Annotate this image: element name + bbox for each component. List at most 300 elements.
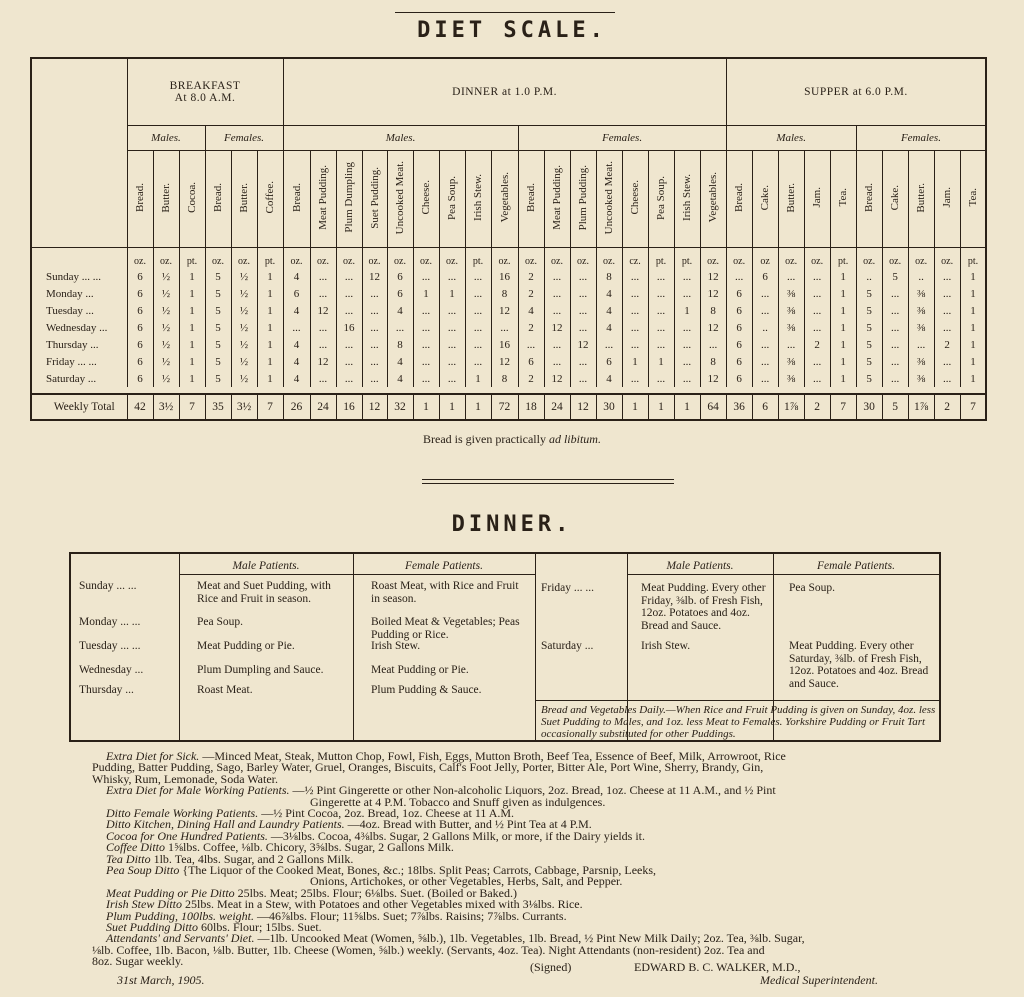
dinner-day: Thursday ...	[79, 684, 134, 696]
value-cell: ½	[231, 336, 257, 353]
value-cell: ...	[465, 268, 491, 285]
weekly-cell: 1	[674, 394, 700, 420]
value-cell: ⅜	[778, 285, 804, 302]
unit-cell: oz.	[439, 248, 465, 269]
day-name: Thursday ...	[31, 336, 127, 353]
value-cell: ...	[570, 285, 596, 302]
value-cell: 4	[387, 353, 413, 370]
value-cell: 5	[205, 336, 231, 353]
value-cell: 1	[830, 319, 856, 336]
female-dinner-item: Meat Pudding. Every other Saturday, ⅜lb. of Fresh Fish, 12oz. Potatoes and 4oz. Bread and Sauce.	[789, 640, 929, 690]
weekly-cell: 1	[439, 394, 465, 420]
weekly-cell: 1	[648, 394, 674, 420]
value-cell: ⅜	[908, 319, 934, 336]
unit-cell: pt.	[465, 248, 491, 269]
table-row	[31, 285, 986, 302]
weekly-cell: 32	[387, 394, 413, 420]
value-cell: ½	[231, 370, 257, 387]
value-cell: ½	[153, 319, 179, 336]
item-header: Cheese.	[629, 180, 642, 215]
diet-note: Tea Ditto 1lb. Tea, 4lbs. Sugar, and 2 Gallons Milk.	[106, 851, 354, 866]
dinner-day: Wednesday ...	[79, 664, 144, 676]
value-cell: ½	[153, 370, 179, 387]
item-header: Meat Pudding.	[551, 165, 564, 230]
unit-cell: oz.	[283, 248, 310, 269]
table-row	[31, 302, 986, 319]
value-cell: 6	[127, 370, 153, 387]
value-cell: 16	[491, 268, 518, 285]
unit-cell: pt.	[674, 248, 700, 269]
value-cell: 4	[283, 353, 310, 370]
item-header: Pea Soup.	[655, 175, 668, 220]
value-cell: ...	[700, 336, 726, 353]
value-cell: 1	[257, 370, 283, 387]
value-cell: ...	[439, 370, 465, 387]
value-cell: 5	[856, 285, 882, 302]
diet-note: 8oz. Sugar weekly.	[92, 954, 184, 969]
item-header: Cocoa.	[186, 182, 198, 213]
value-cell: ...	[934, 370, 960, 387]
male-dinner-item: Meat Pudding. Every other Friday, ⅜lb. of Fresh Fish, 12oz. Potatoes and 4oz. Bread and Sauce.	[641, 582, 766, 632]
value-cell: 1	[257, 268, 283, 285]
value-cell: 12	[700, 268, 726, 285]
value-cell: 6	[726, 336, 752, 353]
value-cell: 5	[856, 353, 882, 370]
day-name: Friday ... ...	[31, 353, 127, 370]
value-cell: ...	[439, 268, 465, 285]
value-cell: 6	[127, 268, 153, 285]
value-cell: ...	[934, 319, 960, 336]
item-header: Butter.	[785, 182, 798, 213]
value-cell: 5	[205, 285, 231, 302]
unit-cell: oz.	[882, 248, 908, 269]
value-cell: ...	[674, 319, 700, 336]
weekly-cell: 12	[570, 394, 596, 420]
value-cell: 4	[283, 336, 310, 353]
value-cell: 12	[491, 302, 518, 319]
value-cell: ...	[336, 302, 362, 319]
weekly-cell: 18	[518, 394, 544, 420]
signer-name: EDWARD B. C. WALKER, M.D.,	[634, 960, 801, 974]
value-cell: ...	[674, 336, 700, 353]
value-cell: ...	[752, 285, 778, 302]
item-header: Vegetables.	[498, 172, 511, 223]
unit-cell: oz.	[127, 248, 153, 269]
item-header: Bread.	[134, 182, 146, 212]
value-cell: ...	[413, 353, 439, 370]
value-cell: 4	[596, 319, 622, 336]
value-cell: 6	[127, 285, 153, 302]
value-cell: ...	[439, 353, 465, 370]
value-cell: ...	[362, 353, 387, 370]
value-cell: ½	[231, 353, 257, 370]
value-cell: ⅜	[908, 302, 934, 319]
item-header: Cake.	[759, 184, 772, 211]
male-dinner-item: Plum Dumpling and Sauce.	[197, 664, 324, 676]
value-cell: ...	[439, 319, 465, 336]
item-header: Tea.	[966, 188, 979, 207]
unit-cell: pt.	[179, 248, 205, 269]
value-cell: ...	[465, 353, 491, 370]
unit-cell: oz.	[934, 248, 960, 269]
unit-cell: oz.	[413, 248, 439, 269]
value-cell: ...	[570, 353, 596, 370]
value-cell: 4	[283, 268, 310, 285]
weekly-cell: 24	[544, 394, 570, 420]
weekly-cell: 72	[491, 394, 518, 420]
value-cell: ...	[465, 285, 491, 302]
value-cell: ...	[336, 268, 362, 285]
value-cell: ½	[153, 302, 179, 319]
value-cell: ½	[153, 285, 179, 302]
female-dinner-item: Plum Pudding & Sauce.	[371, 684, 482, 696]
value-cell: ...	[544, 353, 570, 370]
value-cell: 16	[336, 319, 362, 336]
unit-cell: oz.	[362, 248, 387, 269]
weekly-cell: 2	[804, 394, 830, 420]
value-cell: 2	[518, 268, 544, 285]
value-cell: ½	[153, 336, 179, 353]
male-dinner-item: Pea Soup.	[197, 616, 243, 628]
value-cell: 6	[752, 268, 778, 285]
dinner-day: Friday ... ...	[541, 582, 595, 594]
value-cell: 1	[179, 285, 205, 302]
value-cell: ..	[752, 319, 778, 336]
item-header: Irish Stew.	[681, 174, 694, 221]
value-cell: 4	[387, 370, 413, 387]
unit-cell: oz.	[336, 248, 362, 269]
unit-cell: oz.	[153, 248, 179, 269]
value-cell: 1	[830, 302, 856, 319]
value-cell: ...	[362, 336, 387, 353]
diet-note: ⅛lb. Coffee, 1lb. Bacon, ⅛lb. Butter, 1lb. Cheese (Women, ⅝lb.) weekly. (Servants, 4oz. Tea). Night Attendants (non-resident) 2oz. Tea and	[92, 942, 765, 957]
value-cell: 1	[257, 285, 283, 302]
day-name: Sunday ... ...	[31, 268, 127, 285]
value-cell: 5	[856, 302, 882, 319]
male-patients-head-right: Male Patients.	[666, 560, 734, 572]
value-cell: 12	[700, 319, 726, 336]
value-cell: 5	[205, 268, 231, 285]
value-cell: 1	[830, 370, 856, 387]
date: 31st March, 1905.	[117, 973, 205, 987]
signed-label: (Signed)	[530, 960, 572, 974]
item-header: Jam.	[811, 187, 824, 208]
value-cell: 1	[960, 268, 986, 285]
value-cell: ...	[413, 302, 439, 319]
value-cell: 5	[856, 370, 882, 387]
value-cell: ½	[231, 285, 257, 302]
value-cell: ...	[934, 268, 960, 285]
weekly-cell: 6	[752, 394, 778, 420]
value-cell: 1	[622, 353, 648, 370]
item-header: Cheese.	[420, 180, 433, 215]
value-cell: 12	[310, 353, 336, 370]
diet-note: Ditto Kitchen, Dining Hall and Laundry Patients. —4oz. Bread with Butter, and ½ Pint Tea at 4 P.M.	[106, 817, 592, 832]
value-cell: 6	[726, 319, 752, 336]
value-cell: 1	[179, 353, 205, 370]
female-dinner-item: Irish Stew.	[371, 640, 421, 652]
weekly-cell: 2	[934, 394, 960, 420]
sex-group: Females.	[205, 126, 283, 151]
value-cell: ...	[544, 336, 570, 353]
value-cell: ...	[622, 268, 648, 285]
value-cell: ...	[674, 268, 700, 285]
value-cell: ⅜	[778, 319, 804, 336]
item-header: Butter.	[238, 182, 250, 213]
value-cell: ...	[804, 370, 830, 387]
value-cell: ...	[882, 285, 908, 302]
value-cell: ...	[596, 336, 622, 353]
value-cell: ½	[231, 319, 257, 336]
value-cell: ...	[804, 319, 830, 336]
value-cell: 1	[257, 336, 283, 353]
value-cell: 1	[179, 268, 205, 285]
value-cell: ...	[934, 285, 960, 302]
unit-cell: oz.	[518, 248, 544, 269]
value-cell: 6	[596, 353, 622, 370]
value-cell: ...	[622, 319, 648, 336]
value-cell: ...	[882, 319, 908, 336]
page-title: DIET SCALE.	[417, 18, 607, 43]
weekly-cell: 1⅞	[908, 394, 934, 420]
title-rule	[395, 12, 615, 13]
value-cell: 1	[413, 285, 439, 302]
diet-note: Plum Pudding, 100lbs. weight. —46⅞lbs. Flour; 11⅝lbs. Suet; 7⅞lbs. Raisins; 7⅞lbs. Currants.	[106, 908, 567, 923]
value-cell: ...	[622, 336, 648, 353]
unit-cell: oz.	[908, 248, 934, 269]
item-header: Vegetables.	[707, 172, 720, 223]
unit-cell: oz.	[387, 248, 413, 269]
diet-note: Cocoa for One Hundred Patients. —3⅛lbs. Cocoa, 4⅜lbs. Sugar, 2 Gallons Milk, or more, if the Dairy yields it.	[106, 828, 646, 843]
value-cell: 1	[179, 370, 205, 387]
value-cell: 1	[179, 336, 205, 353]
female-dinner-item: Pea Soup.	[789, 582, 835, 594]
female-patients-head: Female Patients.	[405, 560, 483, 572]
value-cell: ..	[908, 268, 934, 285]
value-cell: ½	[153, 268, 179, 285]
male-dinner-item: Meat Pudding or Pie.	[197, 640, 295, 652]
weekly-cell: 36	[726, 394, 752, 420]
item-header: Bread.	[290, 182, 303, 212]
unit-cell: pt.	[960, 248, 986, 269]
value-cell: 1	[960, 370, 986, 387]
value-cell: ...	[518, 336, 544, 353]
value-cell: ...	[804, 285, 830, 302]
value-cell: 5	[205, 319, 231, 336]
diet-note: Extra Diet for Sick. —Minced Meat, Steak, Mutton Chop, Fowl, Fish, Eggs, Mutton Broth, Beef Tea, Essence of Beef, Milk, Arrowroot, Rice	[106, 749, 786, 763]
value-cell: 16	[491, 336, 518, 353]
weekly-cell: 7	[179, 394, 205, 420]
value-cell: ...	[465, 302, 491, 319]
male-dinner-item: Meat and Suet Pudding, with Rice and Fruit in season.	[197, 580, 331, 605]
unit-cell: oz.	[205, 248, 231, 269]
item-header: Plum Pudding.	[577, 164, 590, 231]
section-divider-2	[422, 483, 674, 484]
weekly-cell: 7	[257, 394, 283, 420]
value-cell: ...	[882, 370, 908, 387]
value-cell: ⅜	[908, 370, 934, 387]
value-cell: ...	[491, 319, 518, 336]
value-cell: 6	[726, 353, 752, 370]
value-cell: ½	[231, 268, 257, 285]
value-cell: 5	[205, 353, 231, 370]
dinner-title: DINNER.	[451, 512, 573, 537]
item-header: Bread.	[733, 182, 746, 212]
value-cell: ...	[283, 319, 310, 336]
weekly-cell: 24	[310, 394, 336, 420]
value-cell: 5	[856, 336, 882, 353]
diet-note: Pea Soup Ditto {The Liquor of the Cooked Meat, Bones, &c.; 18lbs. Split Peas; Carrots, Cabbage, Parsnip, Leeks,	[106, 863, 657, 877]
diet-note: Onions, Artichokes, or other Vegetables, Herbs, Salt, and Pepper.	[310, 874, 623, 889]
value-cell: 5	[205, 370, 231, 387]
item-header: Bread.	[525, 182, 538, 212]
value-cell: ...	[362, 285, 387, 302]
item-header: Coffee.	[264, 181, 277, 214]
value-cell: ...	[336, 353, 362, 370]
day-name: Saturday ...	[31, 370, 127, 387]
item-header: Meat Pudding.	[317, 165, 330, 230]
value-cell: ...	[648, 285, 674, 302]
day-name: Tuesday ...	[31, 302, 127, 319]
value-cell: 1	[257, 353, 283, 370]
dinner-footnote: Bread and Vegetables Daily.—When Rice and Fruit Pudding is given on Sunday, 4oz. less Suet Pudding to Males, and 1oz. less Meat to Females. Yorkshire Pudding or Fruit Tart occasionally substituted for other Puddings.	[541, 704, 936, 740]
value-cell: ...	[310, 336, 336, 353]
value-cell: ...	[778, 336, 804, 353]
weekly-cell: 3½	[231, 394, 257, 420]
item-header: Tea.	[837, 188, 850, 207]
item-header: Irish Stew.	[472, 174, 485, 221]
weekly-cell: 64	[700, 394, 726, 420]
diet-note: Suet Pudding Ditto 60lbs. Flour; 15lbs. Suet.	[106, 920, 322, 934]
weekly-cell: 1	[465, 394, 491, 420]
value-cell: 1	[960, 319, 986, 336]
value-cell: ...	[413, 370, 439, 387]
table-row	[31, 268, 986, 285]
value-cell: 4	[596, 302, 622, 319]
value-cell: 1	[674, 302, 700, 319]
table-row	[31, 353, 986, 370]
value-cell: ...	[310, 370, 336, 387]
value-cell: 6	[726, 302, 752, 319]
item-header: Plum Dumpling	[343, 162, 356, 233]
value-cell: ...	[310, 268, 336, 285]
value-cell: ...	[439, 336, 465, 353]
value-cell: 2	[518, 370, 544, 387]
value-cell: ...	[465, 336, 491, 353]
value-cell: 4	[596, 370, 622, 387]
weekly-total-label: Weekly Total	[31, 394, 127, 420]
unit-cell: oz.	[596, 248, 622, 269]
value-cell: 4	[596, 285, 622, 302]
value-cell: ⅜	[778, 302, 804, 319]
female-patients-head-right: Female Patients.	[817, 560, 895, 572]
dinner-day: Saturday ...	[541, 640, 594, 652]
item-header: Cake.	[889, 184, 902, 211]
value-cell: ...	[413, 319, 439, 336]
unit-cell: pt.	[257, 248, 283, 269]
male-dinner-item: Roast Meat.	[197, 684, 253, 696]
sex-group: Females.	[518, 126, 726, 151]
dinner-box	[69, 552, 941, 742]
unit-cell: oz.	[491, 248, 518, 269]
weekly-cell: 42	[127, 394, 153, 420]
value-cell: ...	[362, 370, 387, 387]
value-cell: ...	[648, 370, 674, 387]
value-cell: ...	[570, 268, 596, 285]
value-cell: ...	[882, 336, 908, 353]
dinner-day: Tuesday ... ...	[79, 640, 141, 652]
value-cell: ...	[804, 353, 830, 370]
value-cell: ...	[362, 302, 387, 319]
value-cell: 12	[362, 268, 387, 285]
value-cell: ...	[648, 319, 674, 336]
unit-cell: pt.	[830, 248, 856, 269]
value-cell: ...	[674, 285, 700, 302]
value-cell: ...	[752, 336, 778, 353]
sex-group: Males.	[283, 126, 518, 151]
supper-head: SUPPER at 6.0 P.M.	[726, 58, 986, 126]
value-cell: 6	[127, 302, 153, 319]
value-cell: ...	[336, 285, 362, 302]
value-cell: ...	[752, 370, 778, 387]
value-cell: 5	[856, 319, 882, 336]
value-cell: ...	[804, 302, 830, 319]
value-cell: 2	[804, 336, 830, 353]
weekly-cell: 7	[960, 394, 986, 420]
item-header: Butter.	[160, 182, 172, 213]
value-cell: 1	[830, 285, 856, 302]
male-patients-head: Male Patients.	[232, 560, 300, 572]
weekly-cell: 1	[622, 394, 648, 420]
diet-scale-table	[30, 57, 987, 421]
weekly-cell: 12	[362, 394, 387, 420]
unit-cell: oz.	[544, 248, 570, 269]
value-cell: 6	[726, 370, 752, 387]
value-cell: 8	[491, 285, 518, 302]
value-cell: ...	[570, 370, 596, 387]
value-cell: ⅜	[778, 353, 804, 370]
weekly-cell: 1	[413, 394, 439, 420]
weekly-cell: 5	[882, 394, 908, 420]
value-cell: 6	[127, 353, 153, 370]
value-cell: ...	[648, 302, 674, 319]
value-cell: ...	[465, 319, 491, 336]
value-cell: ½	[231, 302, 257, 319]
value-cell: ...	[674, 353, 700, 370]
value-cell: 1	[439, 285, 465, 302]
weekly-cell: 7	[830, 394, 856, 420]
diet-note: Ditto Female Working Patients. —½ Pint Cocoa, 2oz. Bread, 1oz. Cheese at 11 A.M.	[106, 806, 515, 820]
value-cell: ...	[674, 370, 700, 387]
dinner-day: Monday ... ...	[79, 616, 141, 628]
weekly-cell: 35	[205, 394, 231, 420]
value-cell: ...	[934, 353, 960, 370]
value-cell: ...	[336, 370, 362, 387]
female-dinner-item: Roast Meat, with Rice and Fruit in season.	[371, 580, 519, 605]
bread-note: Bread is given practically ad libitum.	[423, 432, 601, 446]
value-cell: 6	[387, 268, 413, 285]
value-cell: 4	[387, 302, 413, 319]
value-cell: ...	[570, 302, 596, 319]
signer-title: Medical Superintendent.	[760, 973, 878, 987]
value-cell: 8	[700, 353, 726, 370]
diet-note: Gingerette at 4 P.M. Tobacco and Snuff given as indulgences.	[310, 794, 606, 809]
value-cell: ...	[778, 268, 804, 285]
dinner-day: Sunday ... ...	[79, 580, 137, 592]
value-cell: 12	[700, 285, 726, 302]
item-header: Suet Pudding.	[368, 166, 381, 229]
unit-cell: pt.	[648, 248, 674, 269]
